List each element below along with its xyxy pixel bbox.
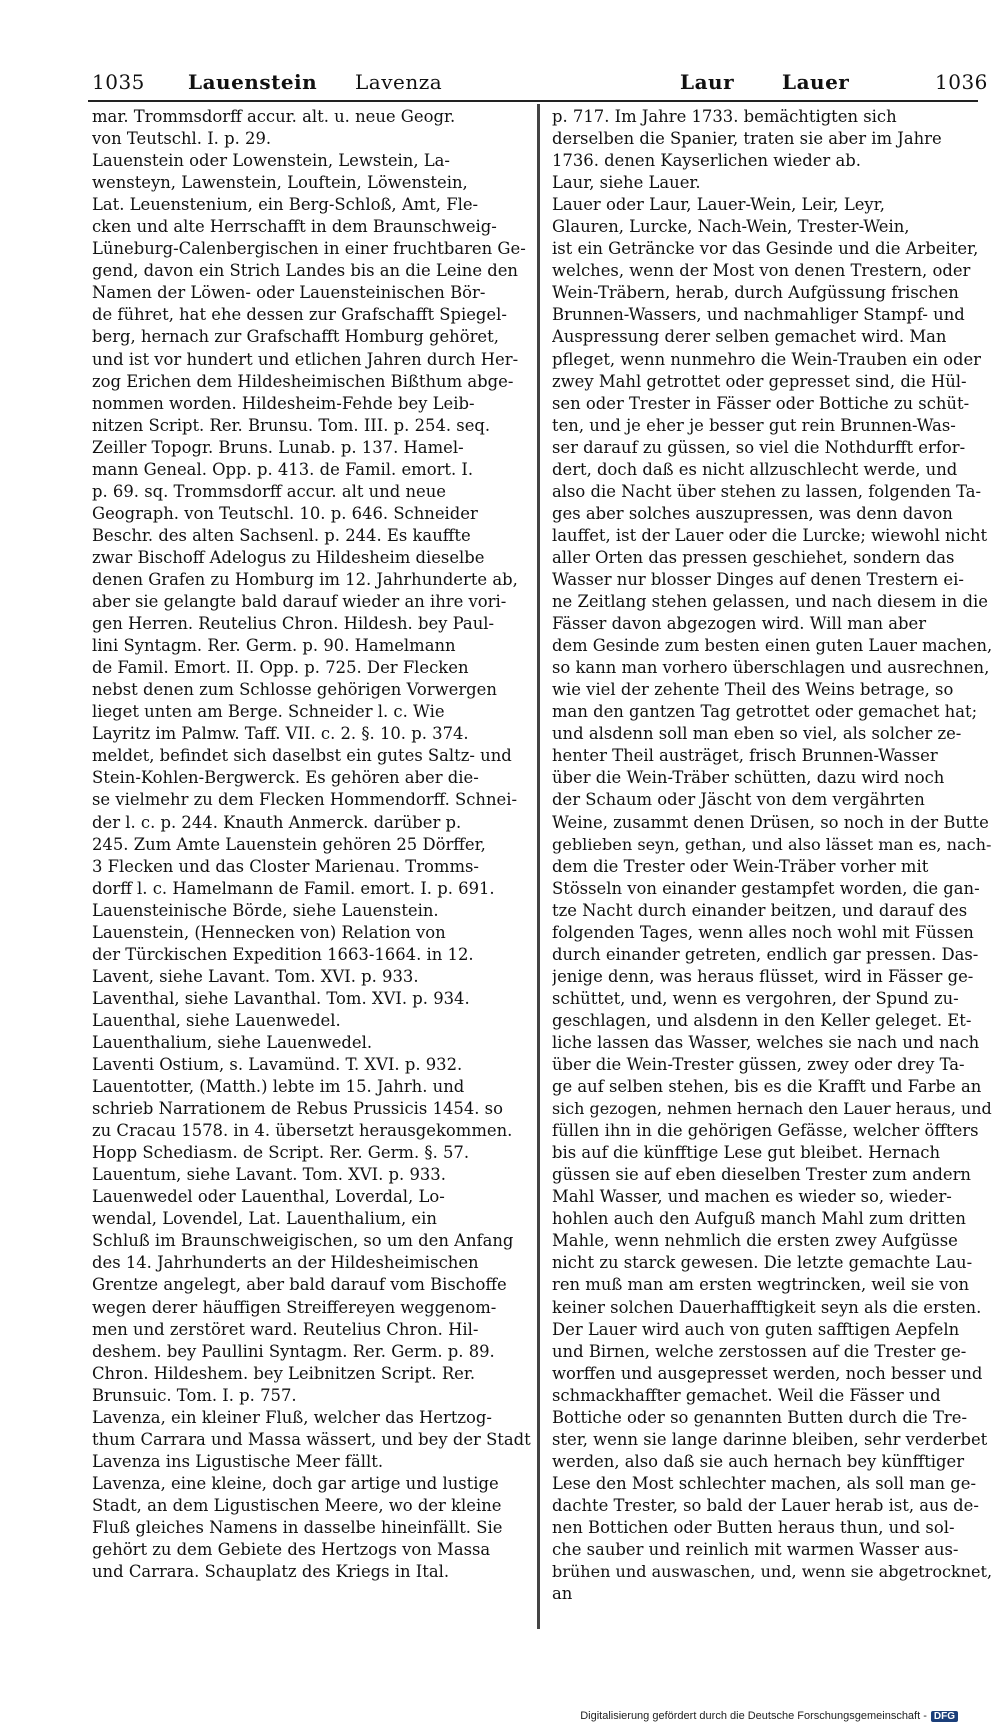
- text-line: denen Grafen zu Homburg im 12. Jahrhunderte ab,: [92, 569, 518, 589]
- text-line: Fässer davon abgezogen wird. Will man aber: [552, 614, 927, 634]
- text-line: sich gezogen, nehmen hernach den Lauer heraus, und: [552, 1099, 992, 1119]
- text-line: ren muß man am ersten wegtrincken, weil sie von: [552, 1275, 970, 1295]
- header-keyword-left-1: Lauenstein: [188, 70, 318, 94]
- text-line: zu Cracau 1578. in 4. übersetzt herausgekommen.: [92, 1121, 513, 1141]
- text-line: ster, wenn sie lange darinne bleiben, sehr verderbet: [552, 1429, 988, 1449]
- text-line: nitzen Script. Rer. Brunsu. Tom. III. p. 254. seq.: [92, 415, 491, 435]
- text-line: an: [552, 1584, 573, 1604]
- text-line: dem Gesinde zum besten einen guten Lauer machen,: [552, 636, 992, 656]
- text-line: Lauenthalium, siehe Lauenwedel.: [92, 1032, 373, 1052]
- text-line: Wasser nur blosser Dinges auf denen Trestern ei-: [552, 569, 964, 589]
- text-line: ten, und je eher je besser gut rein Brunnen-Was-: [552, 415, 956, 435]
- text-line: hohlen auch den Aufguß manch Mahl zum dritten: [552, 1209, 966, 1229]
- page-number-left: 1035: [92, 70, 145, 94]
- text-line: Namen der Löwen- oder Lauensteinischen Bör-: [92, 283, 486, 303]
- text-line: Lüneburg-Calenbergischen in einer fruchtbaren Ge-: [92, 239, 526, 259]
- text-line: Lavenza, eine kleine, doch gar artige und lustige: [92, 1473, 499, 1493]
- text-line: Lauer oder Laur, Lauer-Wein, Leir, Leyr,: [552, 195, 885, 215]
- text-line: Zeiller Topogr. Bruns. Lunab. p. 137. Hamel-: [92, 437, 464, 457]
- text-line: Bottiche oder so genannten Butten durch die Tre-: [552, 1407, 967, 1427]
- text-line: henter Theil austräget, frisch Brunnen-Wasser: [552, 746, 938, 766]
- digitization-footer: [580, 1710, 958, 1722]
- text-line: che sauber und reinlich mit warmen Wasser aus-: [552, 1540, 959, 1560]
- text-line: p. 69. sq. Trommsdorff accur. alt und neue: [92, 481, 446, 501]
- text-line: gend, davon ein Strich Landes bis an die Leine den: [92, 261, 518, 281]
- dfg-logo: DFG: [931, 1711, 958, 1722]
- header-keyword-left-2: Lavenza: [355, 70, 443, 94]
- header-keyword-right-2: Lauer: [782, 70, 850, 94]
- text-line: dem die Trester oder Wein-Träber vorher mit: [552, 856, 929, 876]
- text-line: ges aber solches auszupressen, was denn davon: [552, 503, 953, 523]
- text-line: se vielmehr zu dem Flecken Hommendorff. Schnei-: [92, 790, 518, 810]
- text-line: Wein-Träbern, herab, durch Aufgüssung frischen: [552, 283, 959, 303]
- footer-text: Digitalisierung gefördert durch die Deutsche Forschungsgemeinschaft -: [580, 1710, 927, 1722]
- text-line: Geograph. von Teutschl. 10. p. 646. Schneider: [92, 503, 478, 523]
- text-line: aller Orten das pressen geschiehet, sondern das: [552, 547, 955, 567]
- text-line: 245. Zum Amte Lauenstein gehören 25 Dörffer,: [92, 834, 486, 854]
- text-line: so kann man vorhero überschlagen und ausrechnen,: [552, 658, 990, 678]
- text-line: von Teutschl. I. p. 29.: [92, 129, 272, 149]
- text-line: brühen und auswaschen, und, wenn sie abgetrocknet,: [552, 1562, 992, 1582]
- text-line: der l. c. p. 244. Knauth Anmerck. darüber p.: [92, 812, 462, 832]
- left-column: [92, 106, 532, 1583]
- text-line: Lauenstein oder Lowenstein, Lewstein, La-: [92, 151, 450, 171]
- text-line: welches, wenn der Most von denen Trestern, oder: [552, 261, 971, 281]
- text-line: und ist vor hundert und etlichen Jahren durch Her-: [92, 349, 519, 369]
- text-line: Lat. Leuenstenium, ein Berg-Schloß, Amt, Fle-: [92, 195, 479, 215]
- text-line: gehört zu dem Gebiete des Hertzogs von Massa: [92, 1540, 491, 1560]
- text-line: Lavenza ins Ligustische Meer fällt.: [92, 1451, 384, 1471]
- text-line: Grentze angelegt, aber bald darauf vom Bischoffe: [92, 1275, 507, 1295]
- text-line: mann Geneal. Opp. p. 413. de Famil. emort. I.: [92, 459, 474, 479]
- right-column: [552, 106, 992, 1605]
- text-line: Schluß im Braunschweigischen, so um den Anfang: [92, 1231, 514, 1251]
- text-line: Laventi Ostium, s. Lavamünd. T. XVI. p. 932.: [92, 1055, 463, 1075]
- text-line: sen oder Trester in Fässer oder Bottiche zu schüt-: [552, 393, 970, 413]
- text-line: Der Lauer wird auch von guten safftigen Aepfeln: [552, 1319, 960, 1339]
- text-line: liche lassen das Wasser, welches sie nach und nach: [552, 1032, 980, 1052]
- text-line: worffen und ausgepresset werden, noch besser und: [552, 1363, 983, 1383]
- text-line: durch einander getreten, endlich gar pressen. Das-: [552, 944, 979, 964]
- text-line: füllen ihn in die gehörigen Gefässe, welcher öffters: [552, 1121, 979, 1141]
- text-line: pfleget, wenn nunmehro die Wein-Trauben ein oder: [552, 349, 982, 369]
- text-line: werden, also daß sie auch hernach bey künfftiger: [552, 1451, 965, 1471]
- text-line: wendal, Lovendel, Lat. Lauenthalium, ein: [92, 1209, 437, 1229]
- text-line: Lese den Most schlechter machen, als soll man ge-: [552, 1473, 977, 1493]
- text-line: derselben die Spanier, traten sie aber im Jahre: [552, 129, 942, 149]
- text-line: aber sie gelangte bald darauf wieder an ihre vori-: [92, 592, 507, 612]
- text-line: de Famil. Emort. II. Opp. p. 725. Der Flecken: [92, 658, 469, 678]
- text-line: Stösseln von einander gestampfet worden, die gan-: [552, 878, 980, 898]
- text-line: Lauensteinische Börde, siehe Lauenstein.: [92, 900, 439, 920]
- text-line: mar. Trommsdorff accur. alt. u. neue Geogr.: [92, 107, 456, 126]
- text-line: 3 Flecken und das Closter Marienau. Tromms-: [92, 856, 479, 876]
- text-line: wensteyn, Lawenstein, Louftein, Löwenstein,: [92, 173, 468, 193]
- text-line: jenige denn, was heraus flüsset, wird in Fässer ge-: [552, 966, 974, 986]
- text-line: keiner solchen Dauerhafftigkeit seyn als die ersten.: [552, 1297, 982, 1317]
- text-line: Brunsuic. Tom. I. p. 757.: [92, 1385, 297, 1405]
- text-line: Lavent, siehe Lavant. Tom. XVI. p. 933.: [92, 966, 419, 986]
- text-line: Mahl Wasser, und machen es wieder so, wieder-: [552, 1187, 952, 1207]
- column-divider: [537, 104, 540, 1629]
- text-line: p. 717. Im Jahre 1733. bemächtigten sich: [552, 107, 897, 126]
- text-line: de führet, hat ehe dessen zur Grafschafft Spiegel-: [92, 305, 507, 325]
- text-line: nebst denen zum Schlosse gehörigen Vorwergen: [92, 680, 497, 700]
- text-line: tze Nacht durch einander beitzen, und darauf des: [552, 900, 968, 920]
- text-line: Auspressung derer selben gemachet wird. Man: [552, 327, 947, 347]
- text-line: Lauenwedel oder Lauenthal, Loverdal, Lo-: [92, 1187, 445, 1207]
- text-line: Chron. Hildeshem. bey Leibnitzen Script. Rer.: [92, 1363, 476, 1383]
- text-line: ge auf selben stehen, bis es die Krafft und Farbe an: [552, 1077, 982, 1097]
- text-line: zwey Mahl getrottet oder gepresset sind, die Hül-: [552, 371, 967, 391]
- text-line: bis auf die künfftige Lese gut bleibet. Hernach: [552, 1143, 941, 1163]
- text-line: über die Wein-Trester güssen, zwey oder drey Ta-: [552, 1055, 965, 1075]
- text-line: und Carrara. Schauplatz des Kriegs in Ital.: [92, 1562, 450, 1582]
- text-line: Laur, siehe Lauer.: [552, 173, 701, 193]
- text-line: cken und alte Herrschafft in dem Braunschweig-: [92, 217, 497, 237]
- text-line: güssen sie auf eben dieselben Trester zum andern: [552, 1165, 971, 1185]
- text-line: zog Erichen dem Hildesheimischen Bißthum abge-: [92, 371, 514, 391]
- text-line: geschlagen, und alsdenn in den Keller geleget. Et-: [552, 1010, 972, 1030]
- text-line: 1736. denen Kayserlichen wieder ab.: [552, 151, 861, 171]
- text-line: der Schaum oder Jäscht von dem vergährten: [552, 790, 925, 810]
- text-line: der Türckischen Expedition 1663-1664. in 12.: [92, 944, 474, 964]
- text-line: Stein-Kohlen-Bergwerck. Es gehören aber die-: [92, 768, 479, 788]
- text-line: Mahle, wenn nehmlich die ersten zwey Aufgüsse: [552, 1231, 958, 1251]
- text-line: ne Zeitlang stehen gelassen, und nach diesem in die: [552, 592, 988, 612]
- text-line: Weine, zusammt denen Drüsen, so noch in der Butte: [552, 812, 989, 832]
- text-line: Hopp Schediasm. de Script. Rer. Germ. §. 57.: [92, 1143, 470, 1163]
- text-line: geblieben seyn, gethan, und also lässet man es, nach-: [552, 834, 992, 854]
- text-line: Lauentotter, (Matth.) lebte im 15. Jahrh. und: [92, 1077, 465, 1097]
- text-line: Lauentum, siehe Lavant. Tom. XVI. p. 933.: [92, 1165, 446, 1185]
- text-line: Glauren, Lurcke, Nach-Wein, Trester-Wein,: [552, 217, 910, 237]
- text-line: Fluß gleiches Namens in dasselbe hineinfällt. Sie: [92, 1518, 503, 1537]
- text-line: schmackhaffter gemachet. Weil die Fässer und: [552, 1385, 941, 1405]
- text-line: berg, hernach zur Grafschafft Homburg gehöret,: [92, 327, 499, 347]
- text-line: lauffet, ist der Lauer oder die Lurcke; wiewohl nicht: [552, 525, 988, 545]
- page-number-right: 1036: [935, 70, 988, 94]
- text-line: folgenden Tages, wenn alles noch wohl mit Füssen: [552, 922, 974, 942]
- text-line: Lauenstein, (Hennecken von) Relation von: [92, 922, 446, 942]
- text-line: schüttet, und, wenn es vergohren, der Spund zu-: [552, 988, 959, 1008]
- header-rule: [88, 100, 978, 102]
- text-line: schrieb Narrationem de Rebus Prussicis 1454. so: [92, 1099, 503, 1119]
- header-keyword-right-1: Laur: [680, 70, 735, 94]
- text-line: Laventhal, siehe Lavanthal. Tom. XVI. p. 934.: [92, 988, 470, 1008]
- text-line: men und zerstöret ward. Reutelius Chron. Hil-: [92, 1319, 479, 1339]
- text-line: deshem. bey Paullini Syntagm. Rer. Germ. p. 89.: [92, 1341, 495, 1361]
- text-line: dert, doch daß es nicht allzuschlecht werde, und: [552, 459, 958, 479]
- text-line: nommen worden. Hildesheim-Fehde bey Leib-: [92, 393, 475, 413]
- text-line: über die Wein-Träber schütten, dazu wird noch: [552, 768, 945, 788]
- text-line: dachte Trester, so bald der Lauer herab ist, aus de-: [552, 1495, 979, 1515]
- text-line: und alsdenn soll man eben so viel, als solcher ze-: [552, 724, 962, 744]
- text-line: lini Syntagm. Rer. Germ. p. 90. Hamelmann: [92, 636, 456, 656]
- text-line: nen Bottichen oder Butten heraus thun, und sol-: [552, 1518, 955, 1537]
- text-line: ist ein Geträncke vor das Gesinde und die Arbeiter,: [552, 239, 979, 259]
- text-line: meldet, befindet sich daselbst ein gutes Saltz- und: [92, 746, 512, 766]
- text-line: Lauenthal, siehe Lauenwedel.: [92, 1010, 341, 1030]
- text-line: Layritz im Palmw. Taff. VII. c. 2. §. 10. p. 374.: [92, 724, 469, 744]
- text-line: zwar Bischoff Adelogus zu Hildesheim dieselbe: [92, 547, 485, 567]
- text-line: lieget unten am Berge. Schneider l. c. Wie: [92, 702, 445, 722]
- text-line: Lavenza, ein kleiner Fluß, welcher das Hertzog-: [92, 1407, 492, 1427]
- text-line: thum Carrara und Massa wässert, und bey der Stadt: [92, 1429, 531, 1449]
- text-line: also die Nacht über stehen zu lassen, folgenden Ta-: [552, 481, 982, 501]
- text-line: gen Herren. Reutelius Chron. Hildesh. bey Paul-: [92, 614, 495, 634]
- text-line: man den gantzen Tag getrottet oder gemachet hat;: [552, 702, 978, 722]
- text-line: Stadt, an dem Ligustischen Meere, wo der kleine: [92, 1495, 502, 1515]
- text-line: ser darauf zu güssen, so viel die Nothdurfft erfor-: [552, 437, 966, 457]
- text-line: nicht zu starck gewesen. Die letzte gemachte Lau-: [552, 1253, 973, 1273]
- text-line: des 14. Jahrhunderts an der Hildesheimischen: [92, 1253, 479, 1273]
- text-line: dorff l. c. Hamelmann de Famil. emort. I. p. 691.: [92, 878, 495, 898]
- text-line: wie viel der zehente Theil des Weins betrage, so: [552, 680, 954, 700]
- text-line: Brunnen-Wassers, und nachmahliger Stampf- und: [552, 305, 965, 325]
- text-line: wegen derer häuffigen Streiffereyen weggenom-: [92, 1297, 497, 1317]
- text-line: Beschr. des alten Sachsenl. p. 244. Es kauffte: [92, 525, 471, 545]
- text-line: und Birnen, welche zerstossen auf die Trester ge-: [552, 1341, 967, 1361]
